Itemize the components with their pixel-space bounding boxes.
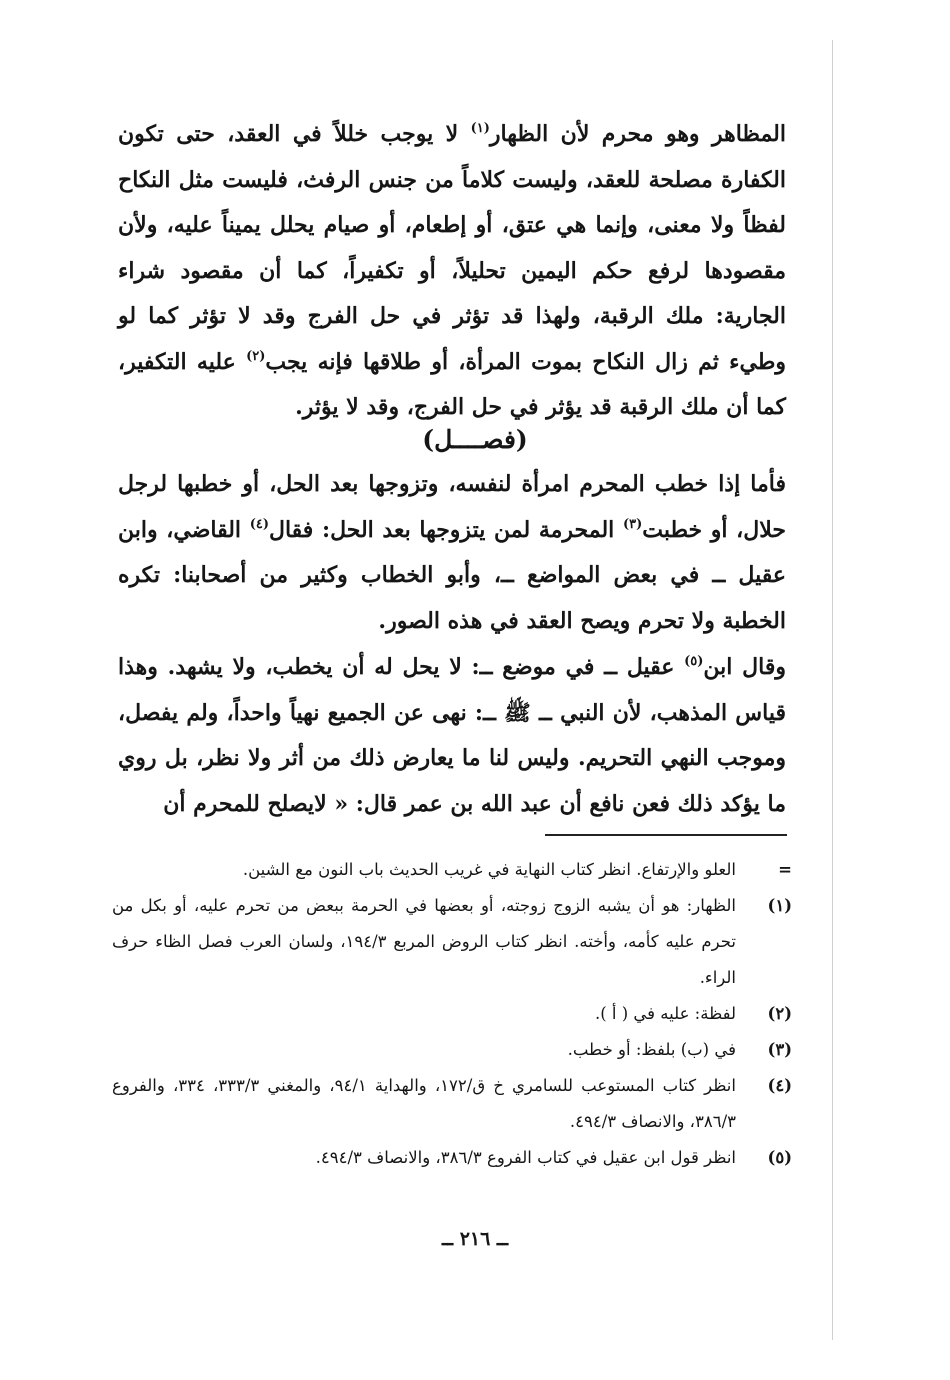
paragraph-3-part-b: عقيل ــ في موضع ــ: لا يحل له أن يخطب، ولا يشهد. وهذا قياس المذهب، لأن النبي ــ ﷺ ــ: نهى عن الجميع نهياً واحداً، ولم يفصل، وموجب النهي التحريم. وليس لنا ما يعارض ذلك من أثر ولا نظر، بل روي ما يؤكد ذلك فعن نافع أن عبد الله بن عمر قال: « لايصلح للمحرم أن bbox=[118, 654, 786, 817]
footnote-ref-1[interactable]: (١) bbox=[470, 121, 490, 136]
footnote-text: انظر كتاب المستوعب للسامري خ ق/١٧٢، والهداية ٩٤/١، والمغني ٣٣٣/٣، ٣٣٤، والفروع ٣٨٦/٣، والانصاف ٤٩٤/٣. bbox=[112, 1076, 736, 1131]
scan-artifact-line bbox=[832, 40, 833, 1340]
footnote-mark: (٢) bbox=[767, 1004, 792, 1023]
footnote-continuation bbox=[112, 852, 792, 888]
paragraph-1-part-c: عليه التكفير، كما أن ملك الرقبة قد يؤثر في حل الفرج، وقد لا يؤثر. bbox=[118, 348, 786, 420]
footnote-4 bbox=[112, 1068, 792, 1140]
footnote-mark: = bbox=[778, 860, 792, 879]
footnote-ref-5[interactable]: (٥) bbox=[684, 654, 704, 669]
paragraph-1-part-b: لا يوجب خللاً في العقد، حتى تكون الكفارة مصلحة للعقد، وليست كلاماً من جنس الرفث، فليست مثل النكاح لفظاً ولا معنى، وإنما هي عتق، أو إطعام، أو صيام يحلل يميناً عليه، ولأن مقصودها لرفع حكم اليمين تحليلاً، أو تكفيراً، كما أن مقصود شراء الجارية: ملك الرقبة، ولهذا قد تؤثر في حل الفرج وقد لا تؤثر كما لو وطيء ثم زال النكاح بموت المرأة، أو طلاقها فإنه يجب bbox=[118, 121, 786, 375]
paragraph-3-part-a: وقال ابن bbox=[703, 654, 786, 680]
paragraph-2-part-b: المحرمة لمن يتزوجها بعد الحل: فقال bbox=[268, 516, 623, 543]
paragraph-2-part-a: فأما إذا خطب المحرم امرأة لنفسه، وتزوجها بعد الحل، أو خطبها لرجل حلال، أو خطبت bbox=[118, 471, 786, 543]
footnote-mark: (٤) bbox=[767, 1076, 792, 1095]
paragraph-2 bbox=[118, 462, 786, 644]
footnote-text: في (ب) بلفظ: أو خطب. bbox=[567, 1040, 736, 1059]
footnote-text: الظهار: هو أن يشبه الزوج زوجته، أو بعضها في الحرمة ببعض من تحرم عليه، أو بكل من تحرم عليه كأمه، وأخته. انظر كتاب الروض المربع ١٩٤/٣، ولسان العرب فصل الظاء حرف الراء. bbox=[112, 896, 736, 987]
footnote-mark: (٣) bbox=[767, 1040, 792, 1059]
section-heading: (فصــــل) bbox=[422, 425, 528, 454]
footnote-ref-2[interactable]: (٢) bbox=[246, 348, 266, 364]
paragraph-2-part-c: القاضي، وابن عقيل ــ في بعض المواضع ــ، وأبو الخطاب وكثير من أصحابنا: تكره الخطبة ولا تحرم ويصح العقد في هذه الصور. bbox=[118, 516, 786, 634]
paragraph-1 bbox=[118, 112, 786, 431]
footnote-2 bbox=[112, 996, 792, 1032]
paragraph-3 bbox=[118, 645, 786, 827]
footnotes bbox=[112, 852, 792, 1176]
footnote-mark: (٥) bbox=[767, 1148, 792, 1167]
footnote-1 bbox=[112, 888, 792, 996]
footnote-5 bbox=[112, 1140, 792, 1176]
footnote-text: العلو والإرتفاع. انظر كتاب النهاية في غريب الحديث باب النون مع الشين. bbox=[242, 860, 736, 879]
footnote-separator bbox=[545, 834, 787, 836]
footnote-ref-4[interactable]: (٤) bbox=[249, 516, 269, 532]
paragraph-3-text bbox=[118, 645, 786, 827]
footnote-mark: (١) bbox=[767, 896, 792, 915]
paragraph-2-text bbox=[118, 462, 786, 644]
footnote-ref-3[interactable]: (٣) bbox=[622, 516, 643, 532]
paragraph-1-text bbox=[118, 112, 786, 431]
paragraph-1-part-a: المظاهر وهو محرم لأن الظهار bbox=[489, 121, 786, 147]
page-number: ــ ٢١٦ ــ bbox=[441, 1228, 509, 1250]
footnote-3 bbox=[112, 1032, 792, 1068]
footnote-text: انظر قول ابن عقيل في كتاب الفروع ٣٨٦/٣، والانصاف ٤٩٤/٣. bbox=[315, 1148, 736, 1167]
footnote-text: لفظة: عليه في ( أ ). bbox=[594, 1004, 736, 1023]
